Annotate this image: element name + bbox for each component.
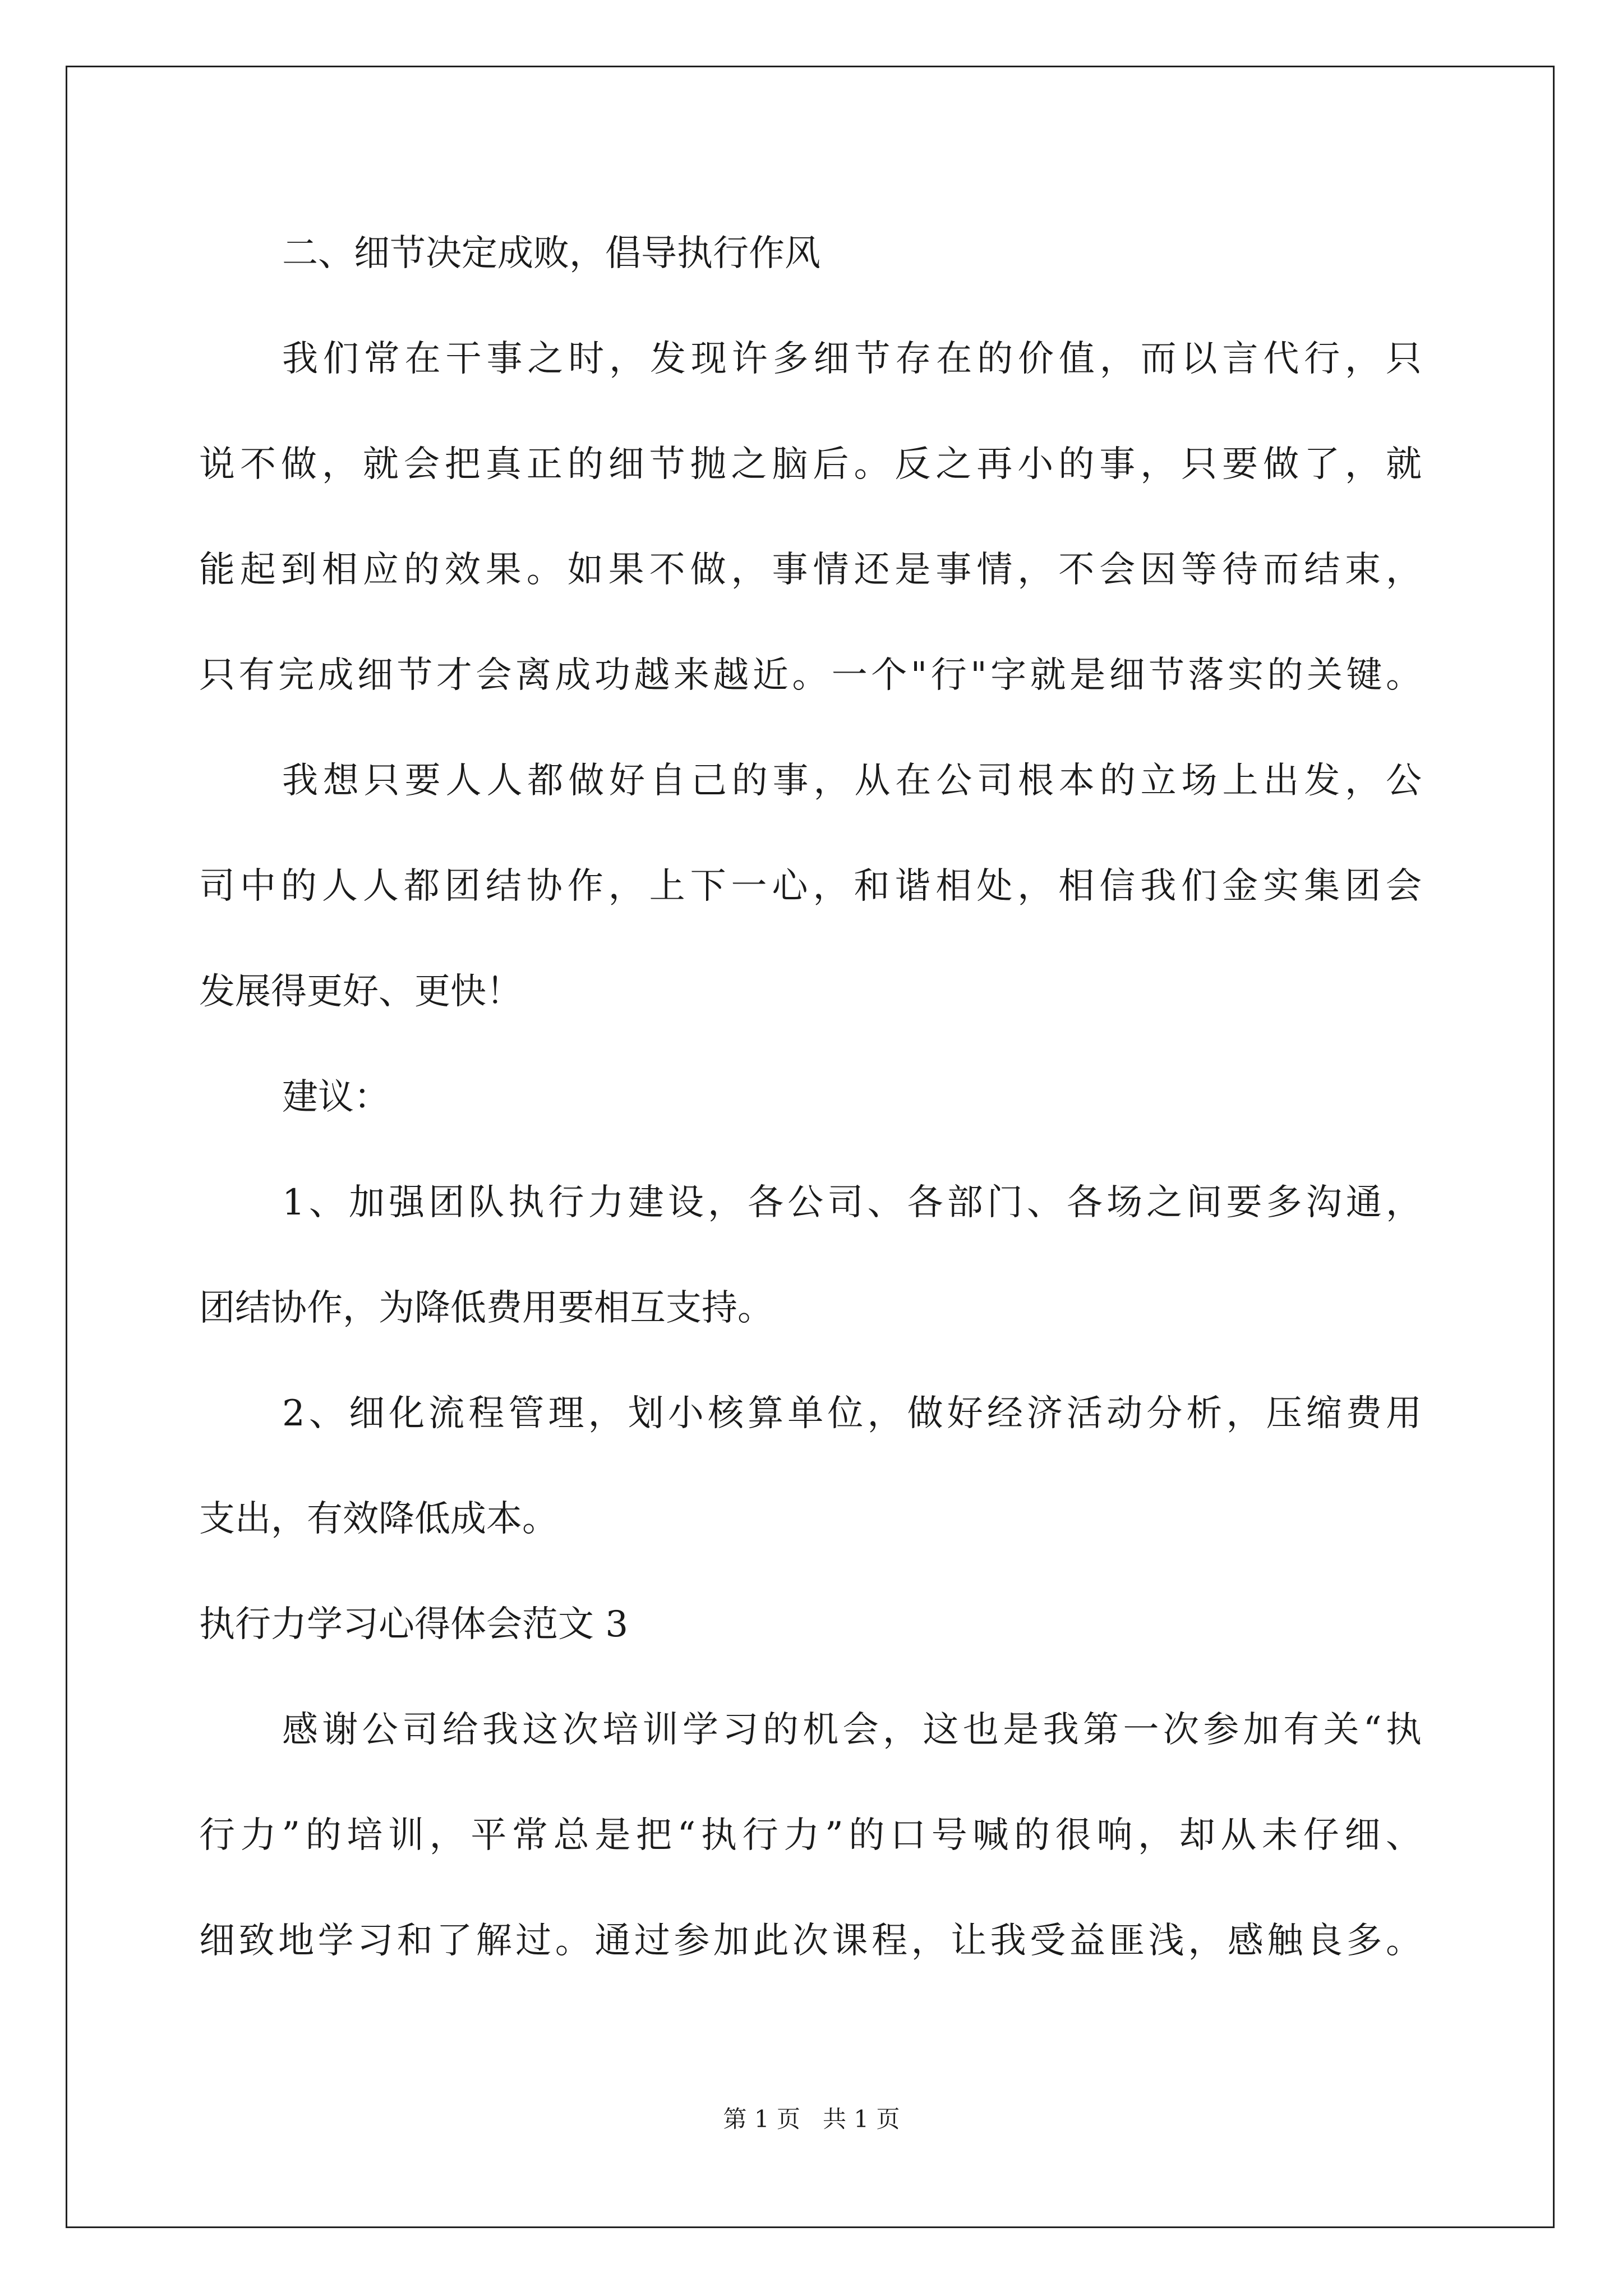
paragraph-line: 说不做，就会把真正的细节抛之脑后。反之再小的事，只要做了，就 <box>199 444 1422 485</box>
paragraph-line: 发展得更好、更快！ <box>199 971 522 1013</box>
paragraph-line: 感谢公司给我这次培训学习的机会，这也是我第一次参加有关“执 <box>282 1709 1422 1751</box>
paragraph-line: 我想只要人人都做好自己的事，从在公司根本的立场上出发，公 <box>282 760 1422 802</box>
paragraph-line: 支出，有效降低成本。 <box>199 1498 558 1540</box>
paragraph-line: 团结协作，为降低费用要相互支持。 <box>199 1287 773 1329</box>
paragraph-line: 只有完成细节才会离成功越来越近。一个"行"字就是细节落实的关键。 <box>199 655 1422 696</box>
paragraph-line: 行力”的培训，平常总是把“执行力”的口号喊的很响，却从未仔细、 <box>199 1815 1422 1856</box>
page-footer: 第 1 页 共 1 页 <box>723 2105 900 2133</box>
paragraph-line: 我们常在干事之时，发现许多细节存在的价值，而以言代行，只 <box>282 338 1422 380</box>
paragraph-line: 细致地学习和了解过。通过参加此次课程，让我受益匪浅，感触良多。 <box>199 1920 1422 1962</box>
suggestion-heading: 建议： <box>282 1076 390 1118</box>
paragraph-line: 司中的人人都团结协作，上下一心，和谐相处，相信我们金实集团会 <box>199 866 1422 907</box>
paragraph-line: 1、加强团队执行力建设，各公司、各部门、各场之间要多沟通， <box>282 1182 1422 1223</box>
paragraph-line: 2、细化流程管理，划小核算单位，做好经济活动分析，压缩费用 <box>282 1393 1422 1434</box>
essay-title: 执行力学习心得体会范文 3 <box>199 1604 629 1645</box>
paragraph-line: 能起到相应的效果。如果不做，事情还是事情，不会因等待而结束， <box>199 549 1422 591</box>
section-heading: 二、细节决定成败，倡导执行作风 <box>282 233 820 274</box>
